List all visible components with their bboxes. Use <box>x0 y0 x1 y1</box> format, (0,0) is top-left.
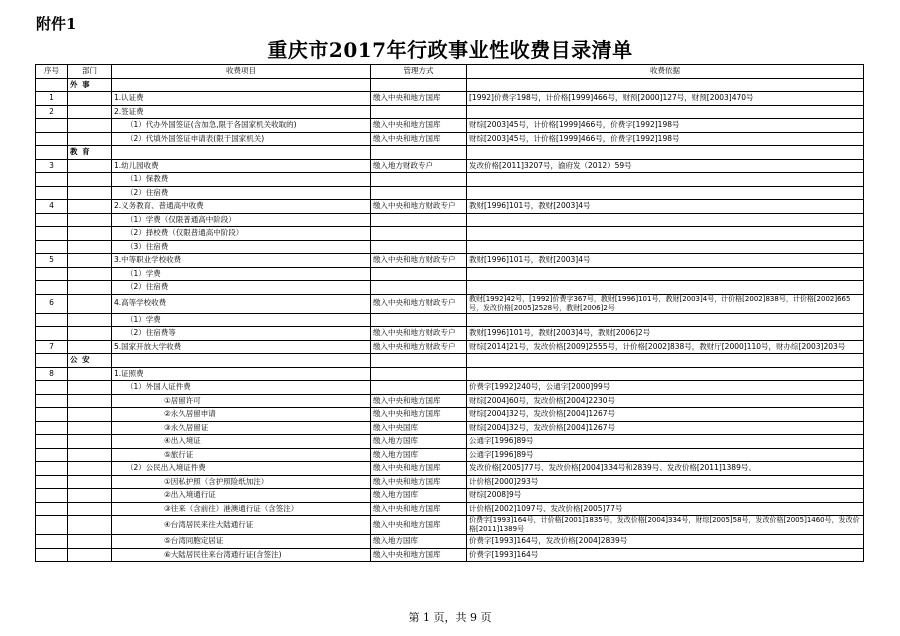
row-item: 2.义务教育、普通高中收费 <box>112 200 371 214</box>
row-no <box>36 119 68 133</box>
row-dept <box>68 173 112 187</box>
row-dept <box>68 394 112 408</box>
row-item: （2）住宿费 <box>112 186 371 200</box>
row-mgmt: 缴入地方国库 <box>371 535 467 549</box>
row-mgmt: 缴入中央国库 <box>371 421 467 435</box>
table-row <box>36 105 864 119</box>
row-basis: 教财[1996]101号，教财[2003]4号，教财[2006]2号 <box>467 327 864 341</box>
row-item: ③往来（含前往）港澳通行证（含签注） <box>112 502 371 516</box>
row-basis: 财综[2014]21号，发改价格[2009]2555号，计价格[2002]838号，教财厅[2000]110号，财办综[2003]203号 <box>467 340 864 354</box>
row-basis: 公通字[1996]89号 <box>467 435 864 449</box>
row-dept <box>68 119 112 133</box>
row-no <box>36 132 68 146</box>
row-basis <box>467 105 864 119</box>
row-basis: [1992]价费字198号，计价格[1999]466号，财预[2000]127号，财预[2003]470号 <box>467 92 864 106</box>
row-dept <box>68 548 112 562</box>
row-no: 1 <box>36 92 68 106</box>
row-item: ④台湾居民来往大陆通行证 <box>112 516 371 535</box>
row-no <box>36 462 68 476</box>
row-item: （2）公民出入境证件费 <box>112 462 371 476</box>
row-item: 1.证照费 <box>112 367 371 381</box>
row-mgmt: 缴入中央和地方财政专户 <box>371 340 467 354</box>
row-basis <box>467 173 864 187</box>
row-item: 2.签证费 <box>112 105 371 119</box>
row-dept <box>68 327 112 341</box>
table-row <box>36 92 864 106</box>
row-item <box>112 78 371 92</box>
row-basis <box>467 281 864 295</box>
row-mgmt <box>371 354 467 368</box>
row-dept <box>68 462 112 476</box>
row-mgmt: 缴入中央和地方国库 <box>371 516 467 535</box>
row-no: 7 <box>36 340 68 354</box>
row-mgmt <box>371 381 467 395</box>
table-row <box>36 340 864 354</box>
row-dept <box>68 489 112 503</box>
row-item: ①居留许可 <box>112 394 371 408</box>
table-row <box>36 327 864 341</box>
row-basis: 计价格[2000]293号 <box>467 475 864 489</box>
row-dept <box>68 367 112 381</box>
row-dept <box>68 281 112 295</box>
row-no <box>36 489 68 503</box>
row-basis: 财综[2004]60号，发改价格[2004]2230号 <box>467 394 864 408</box>
row-no <box>36 227 68 241</box>
row-dept <box>68 267 112 281</box>
row-basis <box>467 78 864 92</box>
table-row <box>36 213 864 227</box>
row-item: 1.认证费 <box>112 92 371 106</box>
fee-catalog-table <box>35 64 864 562</box>
row-mgmt: 缴入中央和地方国库 <box>371 462 467 476</box>
row-no <box>36 213 68 227</box>
row-basis: 财综[2004]32号，发改价格[2004]1267号 <box>467 421 864 435</box>
row-mgmt: 缴入中央和地方财政专户 <box>371 254 467 268</box>
row-item <box>112 146 371 160</box>
table-row <box>36 408 864 422</box>
table-row <box>36 313 864 327</box>
row-no: 8 <box>36 367 68 381</box>
row-basis: 发改价格[2011]3207号，渝府发（2012）59号 <box>467 159 864 173</box>
row-dept <box>68 200 112 214</box>
row-no <box>36 548 68 562</box>
row-basis: 发改价格[2005]77号、发改价格[2004]334号和2839号、发改价格[2011]1389号、 <box>467 462 864 476</box>
row-item: ①因私护照（含护照险纸加注） <box>112 475 371 489</box>
row-mgmt: 缴入中央和地方财政专户 <box>371 327 467 341</box>
table-row <box>36 489 864 503</box>
row-dept <box>68 105 112 119</box>
row-no: 6 <box>36 294 68 313</box>
row-no <box>36 173 68 187</box>
table-row <box>36 281 864 295</box>
row-item <box>112 354 371 368</box>
row-no <box>36 186 68 200</box>
row-no: 5 <box>36 254 68 268</box>
table-row <box>36 462 864 476</box>
row-item: ⑥大陆居民往来台湾通行证(含签注) <box>112 548 371 562</box>
row-mgmt: 缴入地方国库 <box>371 448 467 462</box>
table-row <box>36 267 864 281</box>
row-item: （1）学费（仅限普通高中阶段） <box>112 213 371 227</box>
row-mgmt: 缴入中央和地方国库 <box>371 475 467 489</box>
row-mgmt: 缴入中央和地方国库 <box>371 548 467 562</box>
row-no: 4 <box>36 200 68 214</box>
table-row <box>36 186 864 200</box>
table-row <box>36 159 864 173</box>
row-item: ②永久居留申请 <box>112 408 371 422</box>
row-mgmt: 缴入中央和地方国库 <box>371 502 467 516</box>
row-basis: 财综[2008]9号 <box>467 489 864 503</box>
table-row <box>36 421 864 435</box>
table-row <box>36 119 864 133</box>
row-dept <box>68 381 112 395</box>
table-row <box>36 394 864 408</box>
row-mgmt <box>371 267 467 281</box>
row-item: ⑤台湾同胞定居证 <box>112 535 371 549</box>
row-dept: 教 育 <box>68 146 112 160</box>
category-row <box>36 354 864 368</box>
table-row <box>36 548 864 562</box>
table-row <box>36 227 864 241</box>
row-mgmt: 缴入中央和地方国库 <box>371 408 467 422</box>
table-row <box>36 173 864 187</box>
row-basis <box>467 146 864 160</box>
category-row <box>36 146 864 160</box>
row-no: 2 <box>36 105 68 119</box>
table-row <box>36 367 864 381</box>
row-mgmt <box>371 240 467 254</box>
row-basis <box>467 313 864 327</box>
row-no <box>36 267 68 281</box>
row-no <box>36 354 68 368</box>
row-item: （1）保教费 <box>112 173 371 187</box>
row-dept <box>68 421 112 435</box>
row-basis: 价费字[1993]164号，发改价格[2004]2839号 <box>467 535 864 549</box>
row-dept: 公 安 <box>68 354 112 368</box>
table-row <box>36 448 864 462</box>
table-row <box>36 535 864 549</box>
table-row <box>36 200 864 214</box>
table-row <box>36 294 864 313</box>
row-dept <box>68 475 112 489</box>
row-mgmt: 缴入地方国库 <box>371 489 467 503</box>
row-item: （1）学费 <box>112 313 371 327</box>
attachment-label: 附件1 <box>36 15 77 33</box>
row-dept <box>68 240 112 254</box>
row-item: ③永久居留证 <box>112 421 371 435</box>
row-mgmt: 缴入地方财政专户 <box>371 159 467 173</box>
row-no <box>36 327 68 341</box>
row-mgmt <box>371 213 467 227</box>
table-row <box>36 240 864 254</box>
row-dept <box>68 535 112 549</box>
row-basis: 计价格[2002]1097号、发改价格[2005]77号 <box>467 502 864 516</box>
row-dept <box>68 254 112 268</box>
page-footer: 第 1 页，共 9 页 <box>408 611 492 624</box>
row-dept <box>68 294 112 313</box>
row-dept <box>68 502 112 516</box>
row-mgmt <box>371 281 467 295</box>
row-no <box>36 394 68 408</box>
header-mgmt: 管理方式 <box>371 65 467 79</box>
row-basis: 财综[2003]45号，计价格[1999]466号，价费字[1992]198号 <box>467 119 864 133</box>
row-dept <box>68 186 112 200</box>
row-basis <box>467 354 864 368</box>
row-basis: 教财[1992]42号，[1992]价费字367号，教财[1996]101号，教财[2003]4号，计价格[2002]838号，计价格[2002]665号，发改价格[2005]2528号，教财[2006]2号 <box>467 294 864 313</box>
row-mgmt <box>371 78 467 92</box>
table-row <box>36 381 864 395</box>
row-basis: 教财[1996]101号，教财[2003]4号 <box>467 254 864 268</box>
row-mgmt <box>371 105 467 119</box>
header-dept: 部门 <box>68 65 112 79</box>
row-no: 3 <box>36 159 68 173</box>
row-basis <box>467 227 864 241</box>
row-basis: 公通字[1996]89号 <box>467 448 864 462</box>
row-basis: 教财[1996]101号，教财[2003]4号 <box>467 200 864 214</box>
row-mgmt: 缴入中央和地方财政专户 <box>371 294 467 313</box>
row-basis <box>467 267 864 281</box>
row-basis <box>467 367 864 381</box>
row-dept <box>68 159 112 173</box>
row-mgmt <box>371 146 467 160</box>
table-row <box>36 475 864 489</box>
row-mgmt: 缴入中央和地方国库 <box>371 119 467 133</box>
page-title: 重庆市2017年行政事业性收费目录清单 <box>267 38 633 62</box>
row-mgmt <box>371 186 467 200</box>
row-mgmt <box>371 313 467 327</box>
row-dept <box>68 132 112 146</box>
row-no <box>36 281 68 295</box>
row-item: （1）代办外国签证(含加急,限于各国家机关收取的) <box>112 119 371 133</box>
category-row <box>36 78 864 92</box>
row-item: ④出入境证 <box>112 435 371 449</box>
row-basis <box>467 186 864 200</box>
row-mgmt <box>371 367 467 381</box>
row-basis: 价费字[1993]164号，计价格[2001]1835号，发改价格[2004]334号，财综[2005]58号，发改价格[2005]1460号，发改价格[2011]1389号 <box>467 516 864 535</box>
header-basis: 收费依据 <box>467 65 864 79</box>
table-row <box>36 502 864 516</box>
row-no <box>36 435 68 449</box>
table-row <box>36 516 864 535</box>
row-no <box>36 421 68 435</box>
row-mgmt: 缴入地方国库 <box>371 435 467 449</box>
row-dept <box>68 313 112 327</box>
header-no: 序号 <box>36 65 68 79</box>
row-no <box>36 78 68 92</box>
row-item: （2）代填外国签证申请表(限于国家机关) <box>112 132 371 146</box>
row-no <box>36 313 68 327</box>
row-dept: 外 事 <box>68 78 112 92</box>
row-dept <box>68 448 112 462</box>
row-item: ⑤旅行证 <box>112 448 371 462</box>
row-basis: 财综[2003]45号，计价格[1999]466号，价费字[1992]198号 <box>467 132 864 146</box>
row-basis <box>467 213 864 227</box>
row-item: （2）住宿费等 <box>112 327 371 341</box>
row-basis: 财综[2004]32号，发改价格[2004]1267号 <box>467 408 864 422</box>
row-item: 5.国家开放大学收费 <box>112 340 371 354</box>
row-dept <box>68 92 112 106</box>
row-item: （2）择校费（仅限普通高中阶段） <box>112 227 371 241</box>
header-item: 收费项目 <box>112 65 371 79</box>
row-dept <box>68 213 112 227</box>
row-item: （2）住宿费 <box>112 281 371 295</box>
row-item: （1）外国人证件费 <box>112 381 371 395</box>
row-item: ②出入境通行证 <box>112 489 371 503</box>
row-no <box>36 240 68 254</box>
row-no <box>36 381 68 395</box>
row-mgmt: 缴入中央和地方国库 <box>371 394 467 408</box>
row-mgmt: 缴入中央和地方国库 <box>371 132 467 146</box>
row-mgmt: 缴入中央和地方国库 <box>371 92 467 106</box>
row-item: 1.幼儿园收费 <box>112 159 371 173</box>
row-dept <box>68 435 112 449</box>
table-row <box>36 435 864 449</box>
row-item: （3）住宿费 <box>112 240 371 254</box>
row-no <box>36 408 68 422</box>
row-item: 3.中等职业学校收费 <box>112 254 371 268</box>
row-no <box>36 146 68 160</box>
row-mgmt <box>371 227 467 241</box>
row-item: （1）学费 <box>112 267 371 281</box>
row-item: 4.高等学校收费 <box>112 294 371 313</box>
table-row <box>36 132 864 146</box>
row-no <box>36 502 68 516</box>
row-dept <box>68 340 112 354</box>
row-no <box>36 535 68 549</box>
row-no <box>36 516 68 535</box>
row-basis: 价费字[1993]164号 <box>467 548 864 562</box>
table-header-row <box>36 65 864 79</box>
row-no <box>36 448 68 462</box>
row-dept <box>68 408 112 422</box>
row-basis: 价费字[1992]240号，公通字[2000]99号 <box>467 381 864 395</box>
row-no <box>36 475 68 489</box>
row-mgmt <box>371 173 467 187</box>
row-dept <box>68 227 112 241</box>
row-basis <box>467 240 864 254</box>
table-row <box>36 254 864 268</box>
row-dept <box>68 516 112 535</box>
row-mgmt: 缴入中央和地方财政专户 <box>371 200 467 214</box>
